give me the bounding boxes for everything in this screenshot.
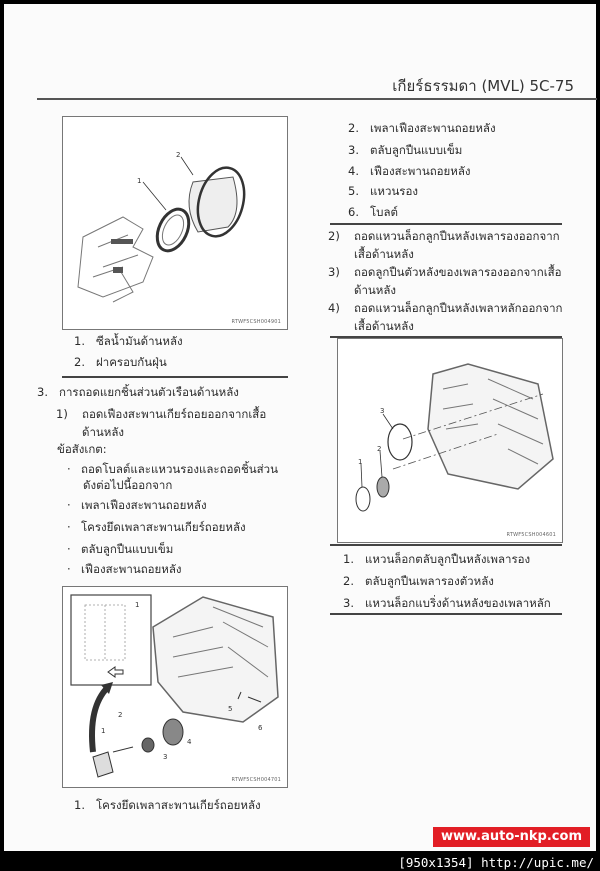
callout-3: 3 [163,753,168,761]
page-header-title: เกียร์ธรรมดา (MVL) 5C-75 [392,77,574,95]
note-item: · เพลาเฟืองสะพานถอยหลัง [67,498,207,512]
callout-1: 1 [137,177,142,185]
legend-item: 4. เฟืองสะพานถอยหลัง [348,164,471,178]
legend-item: 2. เพลาเฟืองสะพานถอยหลัง [348,121,496,135]
header-divider [37,98,597,100]
step-item: 2) ถอดแหวนล็อกลูกปืนหลังเพลารองออกจาก [328,229,560,243]
step-item: 1) ถอดเฟืองสะพานเกียร์ถอยออกจากเสื้อ [56,407,267,421]
section-divider [330,544,562,546]
site-watermark-link[interactable]: www.auto-nkp.com [433,827,590,847]
step-item-cont: เสื้อด้านหลัง [354,247,414,261]
note-label: ข้อสังเกต: [57,442,107,456]
section-heading: 3. การถอดแยกชิ้นส่วนตัวเรือนด้านหลัง [37,385,239,399]
note-item: · โครงยึดเพลาสะพานเกียร์ถอยหลัง [67,520,246,534]
step-item-cont: ด้านหลัง [82,425,125,439]
figure-snap-rings-bearing [337,338,563,543]
callout-1: 1 [358,458,363,466]
step-item: 4) ถอดแหวนล็อกลูกปืนหลังเพลาหลักออกจาก [328,301,563,315]
callout-6: 6 [258,724,263,732]
figure-reverse-idler-gear [62,586,288,788]
legend-item: 2. ตลับลูกปืนเพลารองตัวหลัง [343,574,494,588]
legend-item: 3. ตลับลูกปืนแบบเข็ม [348,143,463,157]
legend-item: 1. แหวนล็อกตลับลูกปืนหลังเพลารอง [343,552,531,566]
figure-oil-seal-dust-cover [62,116,288,330]
callout-2: 2 [377,445,382,453]
callout-1: 1 [101,727,106,735]
step-item-cont: เสื้อด้านหลัง [354,319,414,333]
legend-item: 6. โบลต์ [348,205,398,219]
legend-item: 2. ฝาครอบกันฝุ่น [74,355,167,369]
step-item-cont: ด้านหลัง [354,283,397,297]
figure-code: RTWF5CSH004601 [506,532,556,538]
note-item: · ถอดโบลต์และแหวนรองและถอดชิ้นส่วน [67,462,278,476]
figure-code: RTWF5CSH004701 [231,777,281,783]
note-item: · เฟืองสะพานถอยหลัง [67,562,182,576]
manual-page [4,4,596,851]
callout-4: 4 [187,738,192,746]
callout-1-inset: 1 [135,601,140,609]
legend-item: 1. ซีลน้ำมันด้านหลัง [74,334,183,348]
callout-2: 2 [118,711,123,719]
callout-3: 3 [380,407,385,415]
snap-ring-diagram-icon [338,339,562,542]
section-divider [62,376,288,378]
callout-5: 5 [228,705,233,713]
image-host-stamp: [950x1354] http://upic.me/ [398,855,594,870]
section-divider [330,613,562,615]
note-item-cont: ดังต่อไปนี้ออกจาก [83,478,173,492]
section-divider [330,223,562,225]
oil-seal-diagram-icon [63,117,287,329]
legend-item: 1. โครงยึดเพลาสะพานเกียร์ถอยหลัง [74,798,261,812]
note-item: · ตลับลูกปืนแบบเข็ม [67,542,174,556]
step-item: 3) ถอดลูกปืนตัวหลังของเพลารองออกจากเสื้อ [328,265,562,279]
callout-2: 2 [176,151,181,159]
reverse-idler-diagram-icon [63,587,287,787]
legend-item: 3. แหวนล็อกแบริ่งด้านหลังของเพลาหลัก [343,596,551,610]
figure-code: RTWF5CSH004901 [231,319,281,325]
legend-item: 5. แหวนรอง [348,184,419,198]
